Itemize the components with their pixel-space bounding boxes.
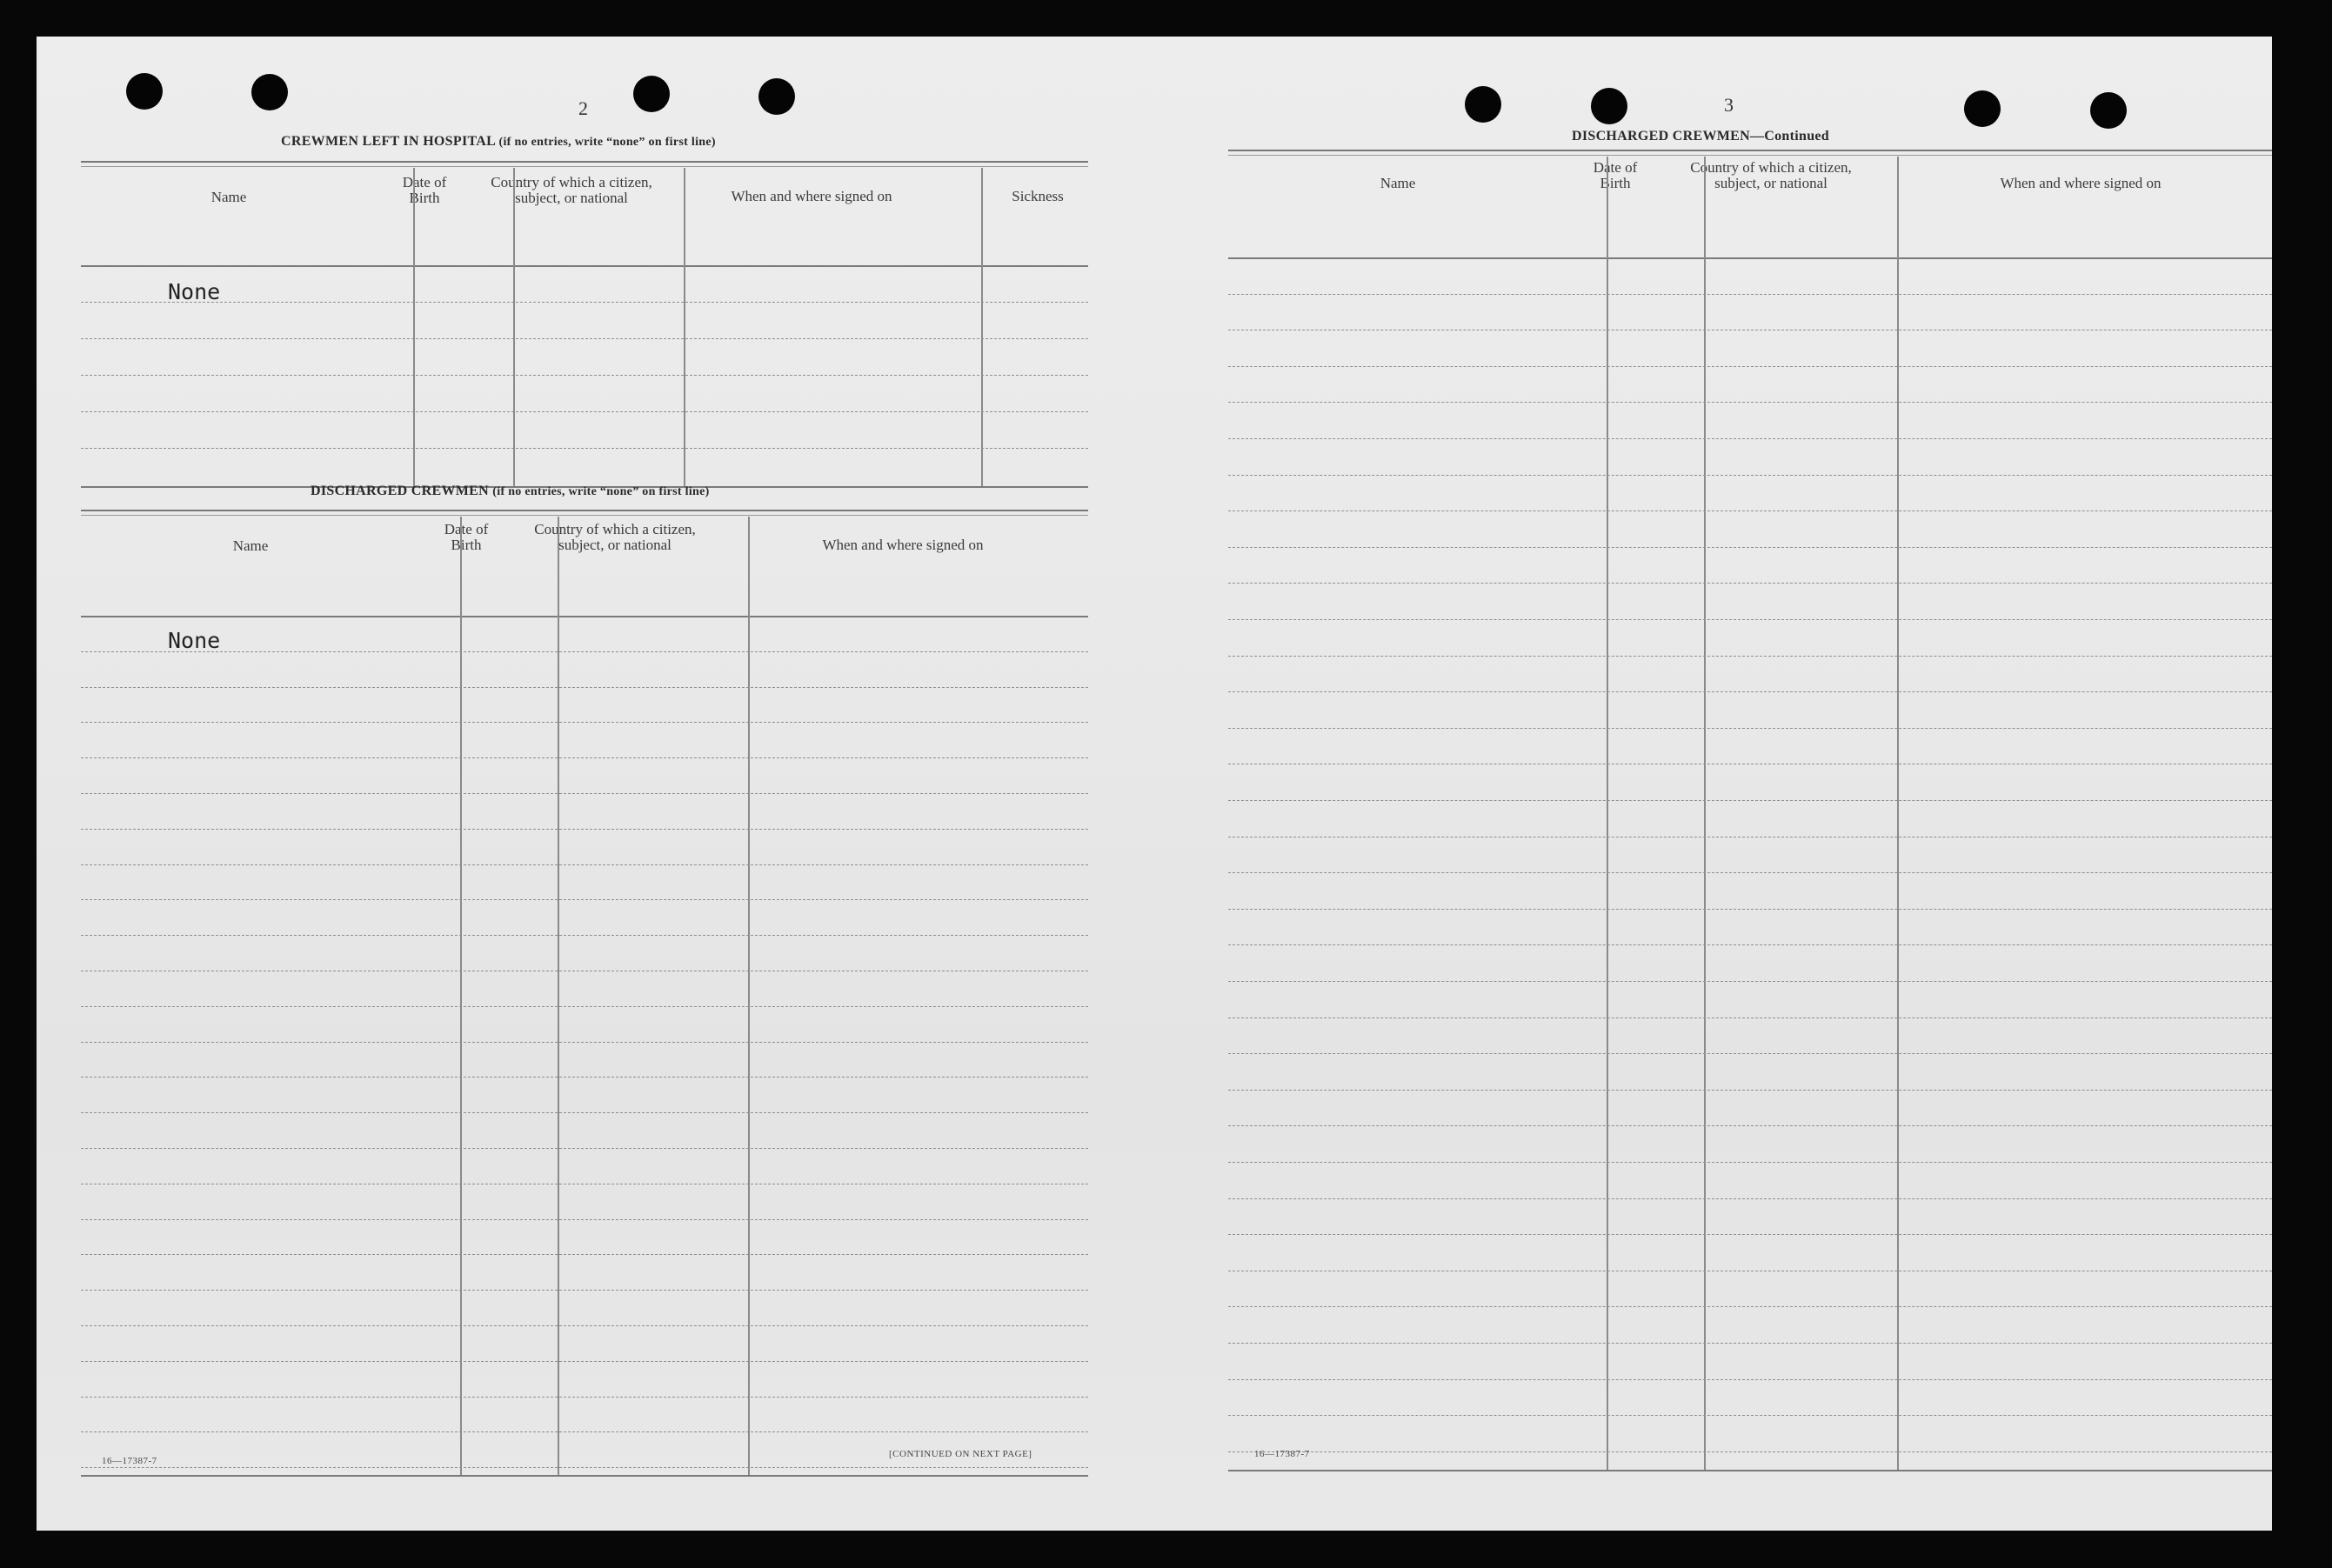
row-rule [1228,691,2272,692]
row-rule [1228,944,2272,945]
row-rule [81,1254,1088,1255]
col-header-country: Country of which a citizen, subject, or national [1690,159,1852,191]
column-divider [981,168,983,486]
document-sheet [37,37,2272,1531]
col-header-name: Name [232,537,269,554]
row-rule [81,411,1088,412]
row-rule [81,448,1088,449]
col-header-country: Country of which a citizen, subject, or national [491,174,652,206]
row-rule [1228,1379,2272,1380]
row-rule [1228,1198,2272,1199]
row-rule [81,722,1088,723]
col-header-name: Name [1380,175,1416,191]
row-rule [81,935,1088,936]
header-divider [81,265,1088,267]
row-rule [81,1219,1088,1220]
form-number-left: 16—17387-7 [102,1456,157,1466]
page-number-right: 3 [1724,94,1734,116]
column-divider [1704,157,1706,1470]
row-rule [81,793,1088,794]
punch-hole [1591,88,1627,124]
row-rule [81,899,1088,900]
punch-hole [758,78,795,115]
row-rule [1228,1090,2272,1091]
punch-hole [1465,86,1501,123]
col-header-date-of-birth: Date of Birth [402,174,447,206]
discharged-continued-title: DISCHARGED CREWMEN—Continued [1572,129,1829,143]
table-bottom-rule [1228,1470,2272,1471]
punch-hole [633,76,670,112]
punch-hole [251,74,288,110]
row-rule [81,1325,1088,1326]
row-rule [81,1077,1088,1078]
row-rule [1228,475,2272,476]
row-rule [1228,872,2272,873]
row-rule [1228,656,2272,657]
punch-hole [2090,92,2127,129]
header-divider [1228,257,2272,259]
page-number-left: 2 [578,97,588,119]
row-rule [1228,1053,2272,1054]
col-header-date-of-birth: Date of Birth [444,521,489,553]
hospital-entry-none: None [168,279,221,304]
col-header-signed-on: When and where signed on [2000,175,2162,191]
row-rule [1228,1306,2272,1307]
column-divider [413,168,415,486]
row-rule [81,864,1088,865]
row-rule [1228,1162,2272,1163]
header-divider [81,616,1088,617]
discharged-entry-none: None [168,628,221,653]
row-rule [1228,909,2272,910]
row-rule [1228,981,2272,982]
column-divider [460,517,462,1475]
row-rule [1228,510,2272,511]
discharged-continued-table [1228,150,2272,1480]
row-rule [81,1290,1088,1291]
row-rule [1228,366,2272,367]
row-rule [1228,619,2272,620]
row-rule [81,302,1088,303]
col-header-country: Country of which a citizen, subject, or national [534,521,696,553]
row-rule [1228,294,2272,295]
row-rule [81,1467,1088,1468]
col-header-date-of-birth: Date of Birth [1593,159,1638,191]
row-rule [81,1431,1088,1432]
row-rule [1228,1343,2272,1344]
column-divider [513,168,515,486]
row-rule [81,1112,1088,1113]
row-rule [1228,402,2272,403]
column-divider [748,517,750,1475]
column-divider [1897,157,1899,1470]
form-number-right: 16—17387-7 [1254,1449,1310,1459]
column-divider [684,168,685,486]
col-header-sickness: Sickness [1012,188,1064,204]
row-rule [81,1361,1088,1362]
hospital-table [81,161,1088,491]
col-header-signed-on: When and where signed on [822,537,984,553]
row-rule [81,1006,1088,1007]
row-rule [1228,1234,2272,1235]
row-rule [1228,1125,2272,1126]
row-rule [1228,1415,2272,1416]
row-rule [81,829,1088,830]
row-rule [81,1397,1088,1398]
row-rule [1228,728,2272,729]
row-rule [81,687,1088,688]
row-rule [1228,800,2272,801]
col-header-name: Name [210,189,247,205]
row-rule [81,1148,1088,1149]
row-rule [81,757,1088,758]
row-rule [81,338,1088,339]
row-rule [1228,547,2272,548]
discharged-table [81,510,1088,1484]
row-rule [1228,583,2272,584]
row-rule [1228,1451,2272,1452]
row-rule [1228,438,2272,439]
table-bottom-rule [81,1475,1088,1477]
discharged-section-title: DISCHARGED CREWMEN (if no entries, write “none” on first line) [311,484,710,498]
row-rule [81,375,1088,376]
column-divider [1607,157,1608,1470]
column-divider [558,517,559,1475]
punch-hole [126,73,163,110]
row-rule [81,651,1088,652]
punch-hole [1964,90,2001,127]
continued-note: [CONTINUED ON NEXT PAGE] [889,1449,1032,1459]
col-header-signed-on: When and where signed on [731,188,892,204]
hospital-section-title: CREWMEN LEFT IN HOSPITAL (if no entries, write “none” on first line) [281,134,716,149]
row-rule [81,1042,1088,1043]
